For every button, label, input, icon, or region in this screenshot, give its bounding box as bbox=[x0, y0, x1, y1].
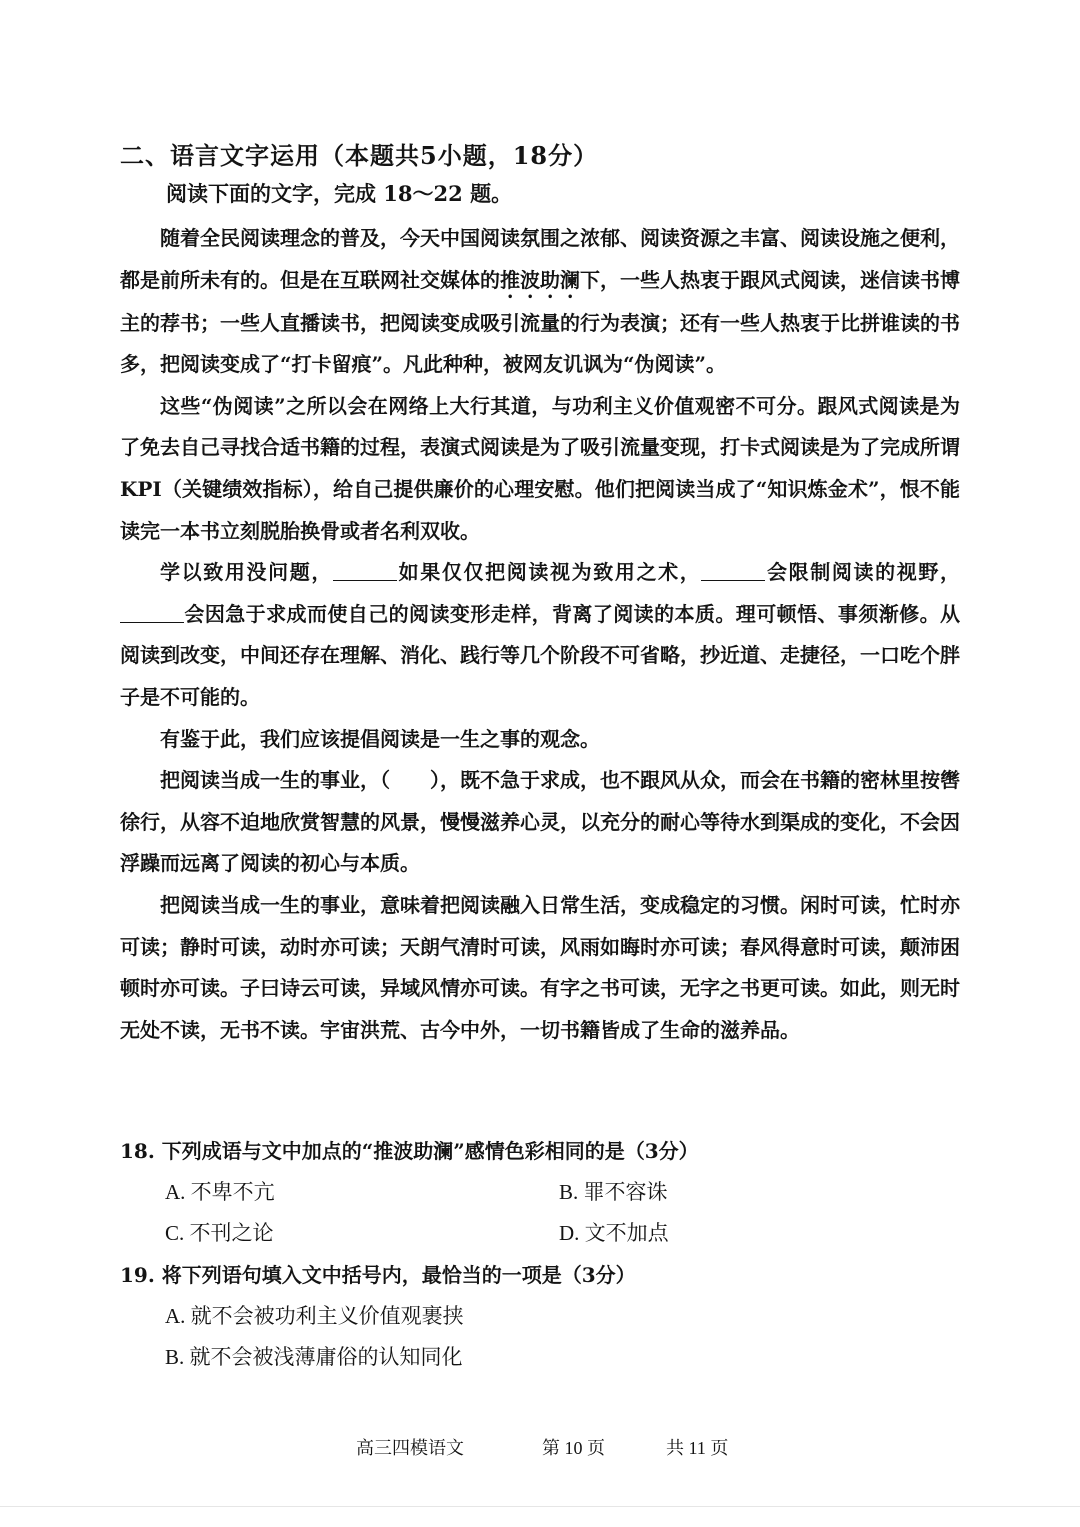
fill-blank-2 bbox=[701, 560, 765, 581]
question-18-stem: 18. 下列成语与文中加点的“推波助澜”感情色彩相同的是（3分） bbox=[120, 1139, 699, 1163]
passage-paragraph-6: 把阅读当成一生的事业，意味着把阅读融入日常生活，变成稳定的习惯。闲时可读，忙时亦可读；静时可读，动时亦可读；天朗气清时可读，风雨如晦时亦可读；春风得意时可读，颠沛困顿时亦可读。子曰诗云可读，异域风情亦可读。有字之书可读，无字之书更可读。如此，则无时无处不读，无书不读。宇宙洪荒、古今中外，一切书籍皆成了生命的滋养品。 bbox=[120, 892, 960, 1042]
paragraph-text: 会限制阅读的视野， bbox=[765, 560, 960, 585]
footer-subject: 高三四模语文 bbox=[356, 1438, 464, 1458]
paragraph-text: 下，一些人热衷于跟风式阅读，迷信读书博主的荐书；一些人直播读书，把阅读变成吸引流量的行为表演；还有一些人热衷于比拼谁读的书多，把阅读变成了“打卡留痕”。凡此种种，被网友讥讽为“伪阅读”。 bbox=[120, 267, 960, 377]
emphasized-phrase: 推波助澜 bbox=[500, 267, 580, 292]
question-19-stem: 19. 将下列语句填入文中括号内，最恰当的一项是（3分） bbox=[120, 1263, 636, 1287]
reading-passage bbox=[120, 218, 960, 1051]
question-19-option-a: A. 就不会被功利主义价值观裹挟 bbox=[165, 1304, 464, 1328]
passage-paragraph-3 bbox=[120, 552, 960, 718]
fill-blank-3 bbox=[120, 602, 184, 623]
question-18-options-row-2 bbox=[120, 1213, 960, 1254]
section-title: 二、语言文字运用（本题共5小题，18分） bbox=[120, 141, 599, 170]
question-19-option-b: B. 就不会被浅薄庸俗的认知同化 bbox=[165, 1345, 463, 1369]
footer-page-total: 共 11 页 bbox=[666, 1438, 729, 1458]
question-18-option-c: C. 不刊之论 bbox=[165, 1221, 274, 1245]
fill-blank-1 bbox=[333, 560, 397, 581]
paragraph-text: 如果仅仅把阅读视为致用之术， bbox=[397, 560, 702, 585]
question-18-option-d: D. 文不加点 bbox=[559, 1221, 669, 1245]
passage-paragraph-4: 有鉴于此，我们应该提倡阅读是一生之事的观念。 bbox=[160, 726, 600, 751]
section-instructions: 阅读下面的文字，完成 18～22 题。 bbox=[166, 181, 513, 206]
paragraph-text: 会因急于求成而使自己的阅读变形走样，背离了阅读的本质。理可顿悟、事须渐修。从阅读到改变，中间还存在理解、消化、践行等几个阶段不可省略，抄近道、走捷径，一口吃个胖子是不可能的。 bbox=[120, 601, 960, 709]
passage-paragraph-2: 这些“伪阅读”之所以会在网络上大行其道，与功利主义价值观密不可分。跟风式阅读是为了免去自己寻找合适书籍的过程，表演式阅读是为了吸引流量变现，打卡式阅读是为了完成所谓 KPI（关键绩效指标），给自己提供廉价的心理安慰。他们把阅读当成了“知识炼金术”，恨不能读完一本书立刻脱胎换骨或者名利双收。 bbox=[120, 393, 960, 543]
question-18-options-row-1 bbox=[120, 1172, 960, 1213]
passage-paragraph-5: 把阅读当成一生的事业，（ ），既不急于求成，也不跟风从众，而会在书籍的密林里按辔徐行，从容不迫地欣赏智慧的风景，慢慢滋养心灵，以充分的耐心等待水到渠成的变化，不会因浮躁而远离了阅读的初心与本质。 bbox=[120, 768, 960, 876]
paragraph-text: 随着全民阅读理念的普及，今天中国阅读氛围之浓郁、阅读资源之丰富、阅读设施之便利，都是前所未有的。但是在互联网社交媒体的 bbox=[120, 226, 960, 292]
question-list bbox=[120, 1130, 960, 1378]
passage-paragraph-1 bbox=[120, 218, 960, 386]
bottom-divider bbox=[0, 1506, 1080, 1507]
question-18-option-a: A. 不卑不亢 bbox=[165, 1180, 275, 1204]
question-18-option-b: B. 罪不容诛 bbox=[559, 1180, 668, 1204]
footer-page-number: 第 10 页 bbox=[542, 1438, 605, 1458]
paragraph-text: 学以致用没问题， bbox=[160, 560, 333, 585]
